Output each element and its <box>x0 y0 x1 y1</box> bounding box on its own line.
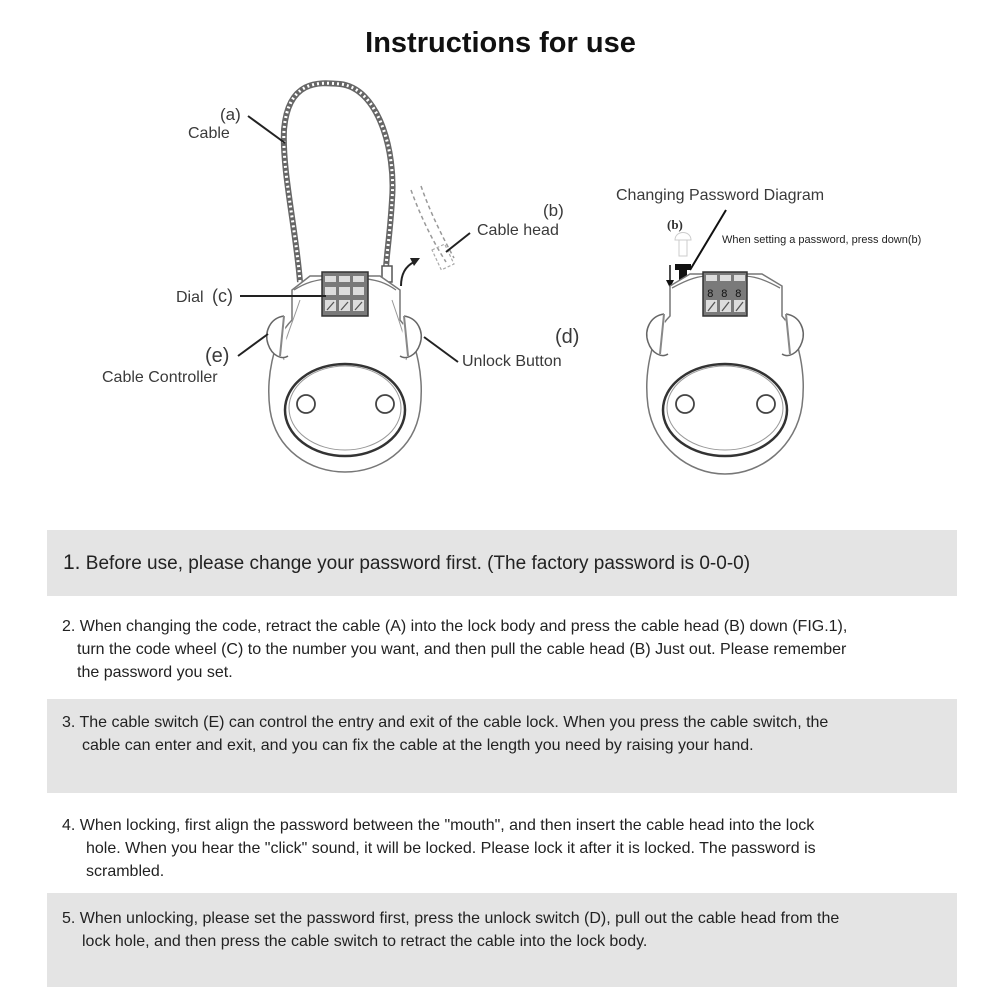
instruction-line: hole. When you hear the "click" sound, it will be locked. Please lock it after it is locked. The password is <box>86 840 816 857</box>
password-dial-illustration <box>703 272 747 316</box>
instruction-2 <box>62 615 962 684</box>
label-c-letter: (c) <box>212 286 233 306</box>
instruction-line: scrambled. <box>86 863 165 880</box>
dial-digit: 8 <box>707 289 714 301</box>
instruction-3 <box>62 711 952 757</box>
main-lock-illustration <box>102 83 579 472</box>
password-note: When setting a password, press down(b) <box>722 234 922 246</box>
instruction-line: The cable switch (E) can control the entry and exit of the cable lock. When you press the cable switch, the <box>79 714 829 731</box>
label-a-letter: (a) <box>220 105 241 124</box>
dial-digit: 8 <box>735 289 742 301</box>
password-lock-illustration <box>616 187 921 474</box>
cable-controller-button-illustration <box>267 316 288 358</box>
label-cable-head: Cable head <box>477 222 559 239</box>
label-e-letter: (e) <box>205 345 230 367</box>
instruction-line: lock hole, and then press the cable switch to retract the cable into the lock body. <box>82 933 648 950</box>
unlock-button-illustration <box>400 316 421 358</box>
label-dial: Dial <box>176 289 204 306</box>
instruction-line: the password you set. <box>77 664 233 681</box>
label-unlock-button: Unlock Button <box>462 353 562 370</box>
instruction-line: cable can enter and exit, and you can fix the cable at the length you need by raising your hand. <box>82 737 754 754</box>
label-cable: Cable <box>188 125 230 142</box>
instruction-5 <box>62 907 952 953</box>
dial-digit: 8 <box>721 289 728 301</box>
instruction-line: When unlocking, please set the password first, press the unlock switch (D), pull out the cable head from the <box>79 910 840 927</box>
instruction-line: When locking, first align the password between the "mouth", and then insert the cable head into the lock <box>79 817 815 834</box>
label-d-letter: (d) <box>555 326 580 348</box>
instruction-4 <box>62 814 932 883</box>
label-b-letter: (b) <box>543 201 564 220</box>
instruction-number: 3. <box>62 714 76 731</box>
instruction-line: Before use, please change your password first. (The factory password is 0-0-0) <box>85 553 751 574</box>
instruction-number: 5. <box>62 910 76 927</box>
password-diagram-title: Changing Password Diagram <box>616 187 825 204</box>
instruction-line: turn the code wheel (C) to the number you want, and then pull the cable head (B) Just out. Please remember <box>77 641 847 658</box>
page-title: Instructions for use <box>365 27 636 59</box>
label-cable-controller: Cable Controller <box>102 369 218 386</box>
instruction-1 <box>63 551 750 575</box>
dial-wheels-illustration <box>322 272 368 316</box>
cable-head-ghost <box>411 190 446 262</box>
password-b-letter: (b) <box>667 217 683 232</box>
instruction-number: 2. <box>62 618 76 635</box>
instruction-number: 1. <box>63 551 81 574</box>
instruction-number: 4. <box>62 817 76 834</box>
instruction-line: When changing the code, retract the cable (A) into the lock body and press the cable head (B) down (FIG.1), <box>79 618 848 635</box>
